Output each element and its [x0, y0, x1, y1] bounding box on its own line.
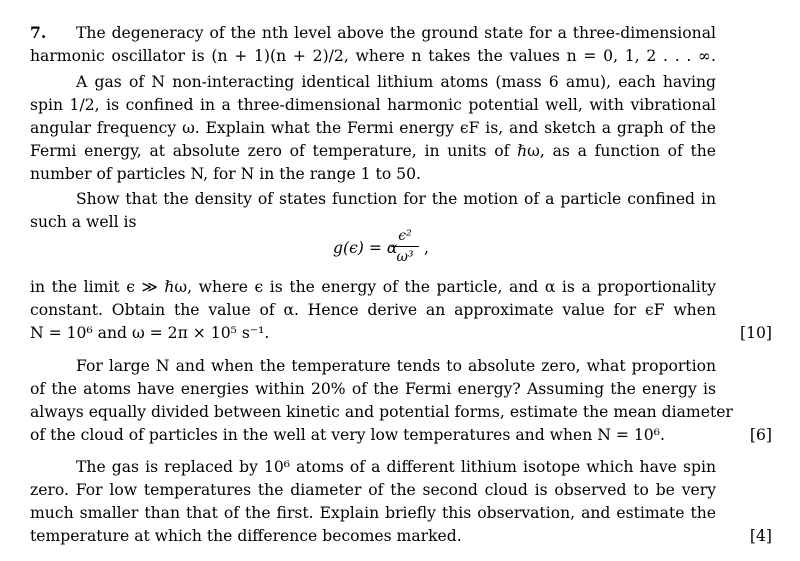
- mark-10: [10]: [739, 324, 772, 342]
- problem-number: [30, 22, 46, 45]
- p6-line-2: zero. For low temperatures the diameter of the second cloud is observed to be very: [30, 481, 716, 499]
- equation-lhs: g(ϵ) = α: [333, 239, 398, 257]
- p2-line-2: spin 1/2, is confined in a three-dimensional harmonic potential well, with vibrational: [30, 96, 716, 114]
- p5-line-3: always equally divided between kinetic and potential forms, estimate the mean diameter: [30, 403, 733, 421]
- p2-line-1: A gas of N non-interacting identical lithium atoms (mass 6 amu), each having: [76, 73, 716, 91]
- equation-denominator: ω³: [396, 249, 414, 265]
- p1-line-1: The degeneracy of the nth level above the ground state for a three-dimensional: [76, 24, 716, 42]
- p5-line-2: of the atoms have energies within 20% of the Fermi energy? Assuming the energy is: [30, 380, 716, 398]
- p3-line-1: Show that the density of states function for the motion of a particle confined in: [76, 190, 716, 208]
- p4-line-1: in the limit ϵ ≫ ℏω, where ϵ is the energy of the particle, and α is a proportionality: [30, 278, 716, 296]
- p2-line-5: number of particles N, for N in the range 1 to 50.: [30, 165, 421, 183]
- mark-6: [6]: [749, 426, 772, 444]
- equation-fraction: [390, 226, 420, 267]
- equation-numerator: ϵ²: [398, 228, 412, 244]
- p2-line-3: angular frequency ω. Explain what the Fermi energy ϵF is, and sketch a graph of the: [30, 119, 716, 137]
- p4-line-2: constant. Obtain the value of α. Hence derive an approximate value for ϵF when: [30, 301, 716, 319]
- p4-line-3: N = 10⁶ and ω = 2π × 10⁵ s⁻¹.: [30, 324, 270, 342]
- p6-line-1: The gas is replaced by 10⁶ atoms of a different lithium isotope which have spin: [76, 458, 716, 476]
- problem-number-label: 7.: [30, 23, 47, 42]
- p6-line-4: temperature at which the difference becomes marked.: [30, 527, 462, 545]
- p6-line-3: much smaller than that of the first. Explain briefly this observation, and estimate the: [30, 504, 716, 522]
- p5-line-4: of the cloud of particles in the well at very low temperatures and when N = 10⁶.: [30, 426, 665, 444]
- density-of-states-equation: [0, 226, 800, 272]
- p5-line-1: For large N and when the temperature tends to absolute zero, what proportion: [76, 357, 716, 375]
- p1-line-2: harmonic oscillator is (n + 1)(n + 2)/2, where n takes the values n = 0, 1, 2 . . . ∞.: [30, 47, 716, 65]
- mark-4: [4]: [749, 527, 772, 545]
- equation-comma: ,: [424, 239, 429, 257]
- p2-line-4: Fermi energy, at absolute zero of temperature, in units of ℏω, as a function of the: [30, 142, 716, 160]
- p3-line-2: such a well is: [30, 213, 137, 231]
